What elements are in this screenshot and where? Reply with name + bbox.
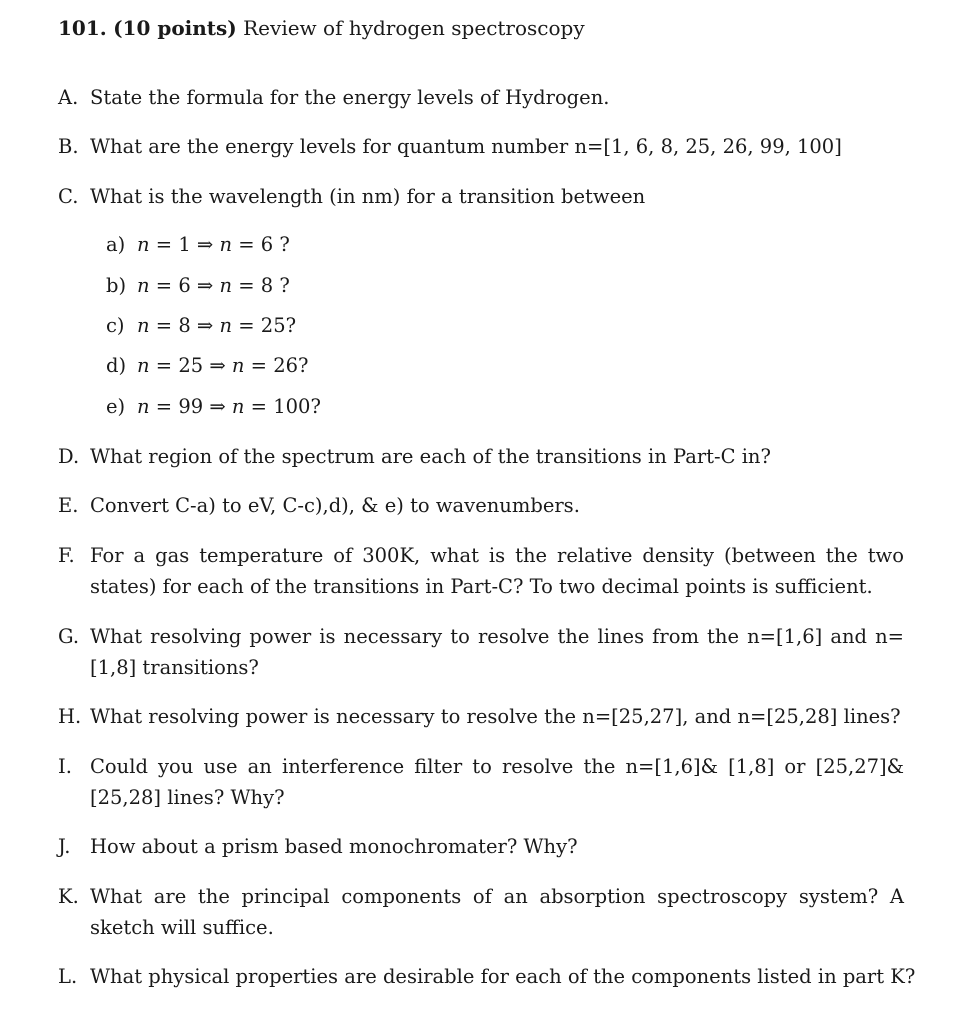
subquestion-d <box>106 351 309 381</box>
question-text: What physical properties are desirable for each of the components listed in part K? <box>90 965 916 988</box>
question-i <box>58 751 904 813</box>
question-label: F. <box>58 544 75 567</box>
question-text: What resolving power is necessary to resolve the n=[25,27], and n=[25,28] lines? <box>90 705 901 728</box>
transition-expression: n = 99 ⇒ n = 100? <box>137 395 321 418</box>
question-text: How about a prism based monochromater? Why? <box>90 835 578 858</box>
question-text: What resolving power is necessary to resolve the lines from the n=[1,6] and n=[1,8] transitions? <box>90 625 904 679</box>
subquestion-label: a) <box>106 233 126 256</box>
question-f <box>58 540 904 602</box>
subquestion-label: b) <box>106 274 127 297</box>
question-h <box>58 701 901 732</box>
question-label: C. <box>58 185 79 208</box>
question-e <box>58 490 580 521</box>
question-g <box>58 621 904 683</box>
question-text: What are the energy levels for quantum number n=[1, 6, 8, 25, 26, 99, 100] <box>90 135 842 158</box>
problem-header <box>58 14 585 42</box>
question-text: Convert C-a) to eV, C-c),d), & e) to wavenumbers. <box>90 494 580 517</box>
question-label: A. <box>58 86 79 109</box>
question-label: H. <box>58 705 82 728</box>
transition-expression: n = 8 ⇒ n = 25? <box>137 314 297 337</box>
question-text: What region of the spectrum are each of the transitions in Part-C in? <box>90 445 771 468</box>
question-label: K. <box>58 885 79 908</box>
subquestion-c <box>106 311 296 341</box>
question-c <box>58 181 645 212</box>
question-b <box>58 131 842 162</box>
transition-expression: n = 25 ⇒ n = 26? <box>137 354 309 377</box>
question-text: What is the wavelength (in nm) for a transition between <box>90 185 646 208</box>
transition-expression: n = 6 ⇒ n = 8 ? <box>137 274 290 297</box>
question-label: I. <box>58 755 72 778</box>
question-label: G. <box>58 625 80 648</box>
transition-expression: n = 1 ⇒ n = 6 ? <box>137 233 290 256</box>
subquestion-e <box>106 392 321 422</box>
subquestion-b <box>106 271 290 301</box>
question-text: What are the principal components of an absorption spectroscopy system? A sketch will suffice. <box>90 885 904 939</box>
question-text: State the formula for the energy levels of Hydrogen. <box>90 86 610 109</box>
question-label: J. <box>58 835 71 858</box>
question-label: B. <box>58 135 79 158</box>
question-label: D. <box>58 445 80 468</box>
problem-number: 101. <box>58 16 107 40</box>
question-label: E. <box>58 494 79 517</box>
subquestion-label: e) <box>106 395 126 418</box>
subquestion-label: c) <box>106 314 125 337</box>
question-k <box>58 881 904 943</box>
problem-points: (10 points) <box>113 16 237 40</box>
question-label: L. <box>58 965 78 988</box>
question-text: Could you use an interference filter to resolve the n=[1,6]& [1,8] or [25,27]& [25,28] lines? Why? <box>90 755 904 809</box>
problem-title: Review of hydrogen spectroscopy <box>243 16 585 40</box>
subquestion-label: d) <box>106 354 127 377</box>
question-d <box>58 441 771 472</box>
question-j <box>58 831 578 862</box>
subquestion-a <box>106 230 290 260</box>
question-l <box>58 961 915 992</box>
question-a <box>58 82 609 113</box>
question-text: For a gas temperature of 300K, what is the relative density (between the two states) for each of the transitions in Part-C? To two decimal points is sufficient. <box>90 544 904 598</box>
